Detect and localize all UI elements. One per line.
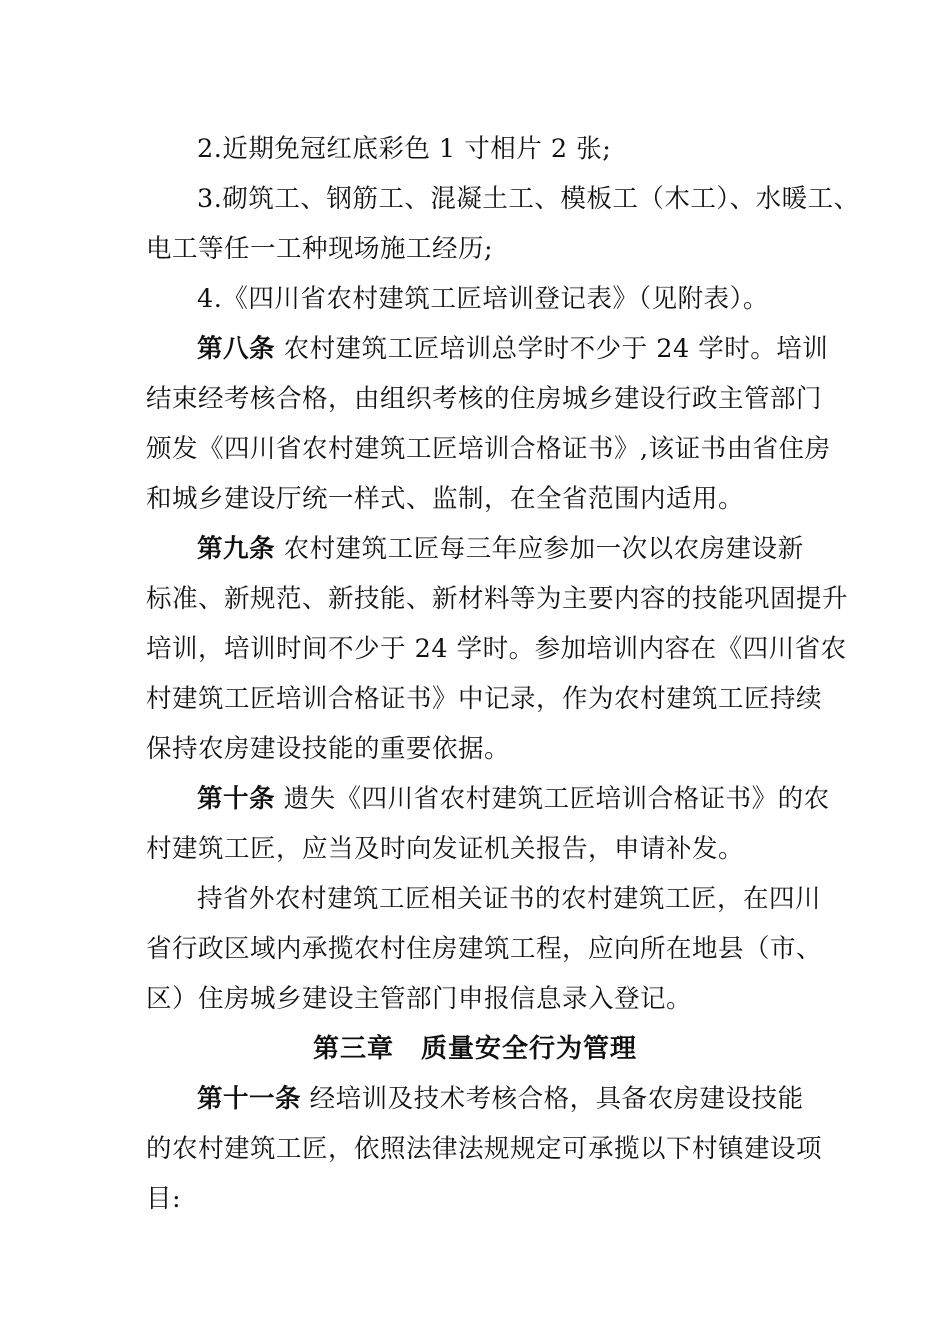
article-10-line-3: 持省外农村建筑工匠相关证书的农村建筑工匠，在四川 bbox=[197, 884, 822, 914]
article-9-line-3: 培训，培训时间不少于 24 学时。参加培训内容在《四川省农 bbox=[146, 634, 847, 664]
article-8-line-4: 和城乡建设厅统一样式、监制，在全省范围内适用。 bbox=[146, 484, 745, 514]
article-8-line-2: 结束经考核合格，由组织考核的住房城乡建设行政主管部门 bbox=[146, 384, 823, 414]
article-10-first-line bbox=[197, 782, 830, 816]
article-9-line-5: 保持农房建设技能的重要依据。 bbox=[146, 734, 511, 764]
list-item-registration-form: 4.《四川省农村建筑工匠培训登记表》（见附表）。 bbox=[197, 284, 769, 314]
list-item-photo: 2.近期免冠红底彩色 1 寸相片 2 张; bbox=[197, 134, 612, 164]
article-11-line-3: 目: bbox=[146, 1184, 182, 1214]
article-10-line-4: 省行政区域内承揽农村住房建筑工程，应向所在地县（市、 bbox=[146, 934, 823, 964]
article-8-text: 农村建筑工匠培训总学时不少于 24 学时。培训 bbox=[283, 334, 829, 364]
article-9-label: 第九条 bbox=[197, 534, 276, 564]
article-8-label: 第八条 bbox=[197, 334, 276, 364]
article-8-line-3: 颁发《四川省农村建筑工匠培训合格证书》,该证书由省住房 bbox=[146, 434, 831, 464]
article-9-line-4: 村建筑工匠培训合格证书》中记录，作为农村建筑工匠持续 bbox=[146, 684, 823, 714]
article-9-line-2: 标准、新规范、新技能、新材料等为主要内容的技能巩固提升 bbox=[146, 584, 849, 614]
article-11-line-2: 的农村建筑工匠，依照法律法规规定可承揽以下村镇建设项 bbox=[146, 1134, 823, 1164]
article-11-label: 第十一条 bbox=[197, 1084, 302, 1114]
article-11-first-line bbox=[197, 1082, 804, 1116]
list-item-work-types-cont: 电工等任一工种现场施工经历; bbox=[146, 234, 494, 264]
article-10-line-5: 区）住房城乡建设主管部门申报信息录入登记。 bbox=[146, 984, 693, 1014]
article-10-label: 第十条 bbox=[197, 784, 276, 814]
article-10-text: 遗失《四川省农村建筑工匠培训合格证书》的农 bbox=[283, 784, 830, 814]
article-11-text: 经培训及技术考核合格，具备农房建设技能 bbox=[309, 1084, 804, 1114]
list-item-work-types: 3.砌筑工、钢筋工、混凝土工、模板工（木工）、水暖工、 bbox=[197, 184, 860, 214]
article-8-first-line bbox=[197, 332, 828, 366]
article-9-first-line bbox=[197, 532, 804, 566]
chapter-3-heading: 第三章 质量安全行为管理 bbox=[312, 1034, 637, 1064]
article-9-text: 农村建筑工匠每三年应参加一次以农房建设新 bbox=[283, 534, 804, 564]
article-10-line-2: 村建筑工匠，应当及时向发证机关报告，申请补发。 bbox=[146, 834, 745, 864]
